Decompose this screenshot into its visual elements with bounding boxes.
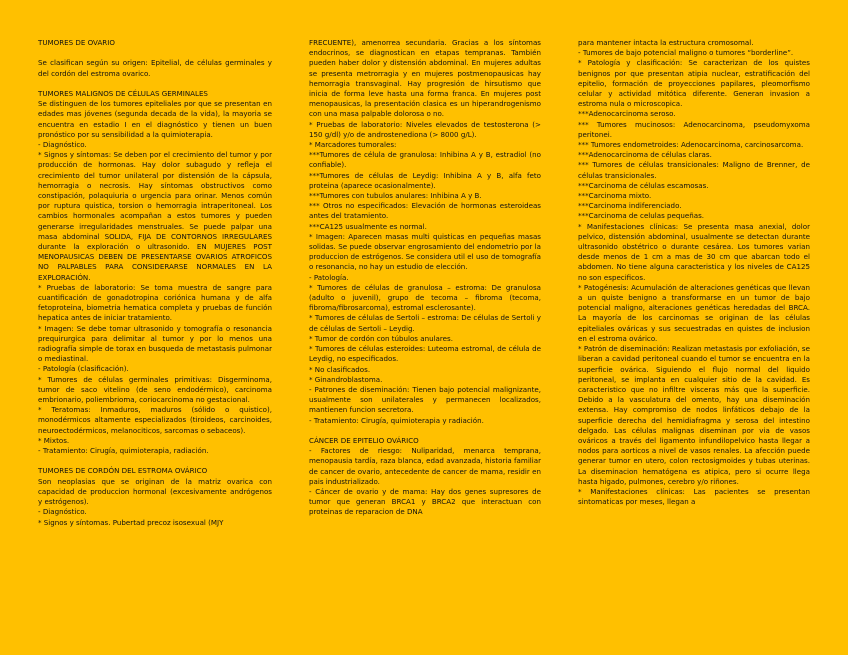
paragraph: * Tumores de células germinales primitivas: Disgerminoma, tumor de saco vitelino (de seno endodérmico), carcinoma embrionario, poliembrioma, coriocarcinoma no gestacional. [38,374,272,405]
paragraph: - Cáncer de ovario y de mama: Hay dos genes supresores de tumor que generan BRCA1 y BRCA2 que interactuan con proteinas de reparacion de DNA [309,486,541,517]
paragraph: ***Carcinoma de celulas pequeñas. [578,211,705,221]
paragraph: * Signos y síntomas. Pubertad precoz isosexual (MJY [38,517,224,527]
paragraph: ***Adenocarcinoma seroso. [578,109,676,119]
section-heading: TUMORES DE OVARIO [38,38,115,47]
paragraph: * Teratomas: Inmaduros, maduros (sólido o quistico), monodérmicos altamente especializados (tiroideos, carcinoides, neuroectodérmicos, melanociticos, sarcomas o sebaceos). [38,405,272,435]
paragraph: para mantener intacta la estructura cromosomal. [578,38,754,47]
text-column-1 [38,38,272,528]
text-column-3 [578,38,810,507]
paragraph: Se distinguen de los tumores epiteliales por que se presentan en edades mas jóvenes (segunda decada de la vida), la mayoria se encuentra en estadio I en el diagnóstico y tienen un buen pronóstico por su sensibilidad a la quimioterapia. [38,99,272,139]
paragraph: - Patrones de diseminación: Tienen bajo potencial malignizante, usualmente son unilaterales y permanecen localizados, mantienen funcion secretora. [309,384,541,415]
paragraph: * Tumor de cordón con túbulos anulares. [309,333,453,343]
paragraph: ***Carcinoma mixto. [578,191,652,201]
paragraph: ***Tumores de célula de granulosa: Inhibina A y B, estradiol (no confiable). [309,150,541,170]
paragraph: * Pruebas de laboratorio: Se toma muestra de sangre para cuantificación de gonadotropina coriónica humana y de alfa fetoproteina, biometria hematica completa y pruebas de función hepatica antes de iniciar tratamiento. [38,282,272,323]
section-heading: TUMORES DE CORDÓN DEL ESTROMA OVÁRICO [38,466,208,476]
paragraph: * Mixtos. [38,435,70,445]
text-column-2 [309,38,541,518]
paragraph: * Marcadores tumorales: [309,140,397,150]
paragraph: * Imagen: Se debe tomar ultrasonido y tomografía o resonancia prequirurgica para delimitar al tumor y por lo menos una radiografía simple de torax en busqueda de metastasis pulmonar o mediastinal. [38,323,272,364]
paragraph: - Factores de riesgo: Nuliparidad, menarca temprana, menopausia tardía, raza blanca, edad avanzada, historia familiar de cancer de ovario, antecedente de cancer de mama, residir en pais industrializado. [309,446,541,486]
paragraph: * Imagen: Aparecen masas multi quisticas en pequeñas masas solidas. Se puede observar engrosamiento del endometrio por la produccion de estrógenos. Se considera util el uso de tomografía o resonancia, no hay un estudio de elección. [309,231,541,272]
paragraph: ***Carcinoma indiferenciado. [578,201,682,211]
paragraph: ***Adenocarcinoma de células claras. [578,150,712,160]
paragraph: *** Tumores mucinosos: Adenocarcinoma, pseudomyxoma peritonei. [578,119,810,139]
paragraph: ***Carcinoma de células escamosas. [578,180,709,190]
paragraph-spacer [38,79,272,89]
paragraph: ***Tumores con tubulos anulares: Inhibina A y B. [309,191,482,201]
paragraph: * Pruebas de laboratorio: Niveles elevados de testosterona (> 150 g/dl) y/o de androstenediona (> 8000 g/L). [309,119,541,139]
paragraph: - Diagnóstico. [38,507,87,517]
paragraph: * Tumores de células de granulosa – estroma: De granulosa (adulto o juvenil), grupo de tecoma – fibroma (tecoma, fibroma/fibrosarcoma), estromal esclerosante). [309,282,541,313]
paragraph-spacer [309,426,541,436]
paragraph: * Manifestaciones clínicas: Se presenta masa anexial, dolor pelvico, distensión abdominal, usualmente se detectan durante ultrasonido obstétrico o durante cesárea. Los tumores varian desde menos de 1 cm a mas de 30 cm que abarcan todo el abdomen. No tiene alguna caracteristica y los niveles de CA125 no son especificos. [578,221,810,282]
paragraph: *** Otros no especificados: Elevación de hormonas esteroideas antes del tratamiento. [309,201,541,221]
paragraph: - Patología. [309,272,349,282]
paragraph: *** Tumores de células transicionales: Maligno de Brenner, de células transicionales. [578,160,810,180]
paragraph: - Tumores de bajo potencial maligno o tumores “borderline”. [578,48,794,58]
paragraph-spacer [38,456,272,466]
paragraph: - Tratamiento: Cirugía, quimioterapia, radiación. [38,446,209,456]
paragraph: * Patología y clasificación: Se caracterizan de los quistes benignos por que presentan atipia nuclear, estratificación del epitelio, formación de proyecciones papilares, pleomorfismo celular y actividad mitótica diferente. Generan invasion a estroma nula o microscopica. [578,58,810,109]
paragraph: Se clasifican según su origen: Epitelial, de células germinales y del cordón del estroma ovarico. [38,58,272,78]
paragraph: Son neoplasias que se originan de la matriz ovarica con capacidad de produccion hormonal (excesivamente andrógenos y estrógenos). [38,476,272,507]
paragraph: * Tumores de células de Sertoli – estroma: De células de Sertoli y de células de Sertoli – Leydig. [309,313,541,333]
paragraph: - Diagnóstico. [38,140,87,149]
paragraph: * Ginandroblastoma. [309,374,383,384]
paragraph: * Manifestaciones clínicas: Las pacientes se presentan sintomaticas por meses, llegan a [578,486,810,507]
paragraph: * Tumores de células esteroides: Luteoma estromal, de célula de Leydig, no especificados. [309,344,541,364]
paragraph: - Patología (clasificación). [38,364,129,374]
section-heading: CÁNCER DE EPITELIO OVÁRICO [309,435,419,445]
paragraph-spacer [38,48,272,58]
paragraph: * Signos y síntomas: Se deben por el crecimiento del tumor y por producción de hormonas. Hay dolor subagudo y refleja el crecimiento del tumor unilateral por distensión de la cápsula, hemorragia o necrosis. Hay síntomas obstructivos como constipación, polaquiuria o urgencia para orinar. Menos común por ruptura quistica, torsion o hemorragia intraperitoneal. Los cambios hormonales acompañan a estos tumores y pueden generarse irregularidades menstruales. Se puede palpar una masa abdominal SOLIDA, FIJA DE CONTORNOS IRREGULARES durante la exploración o ultrasonido. EN MUJERES POST MENOPAUSICAS DEBEN DE PRESENTARSE OVARIOS ATROFICOS NO PALPABLES PARA CONSIDERARSE NORMALES EN LA EXPLORACIÓN. [38,150,272,282]
section-heading: TUMORES MALIGNOS DE CÉLULAS GERMINALES [38,88,208,98]
paragraph: ***CA125 usualmente es normal. [309,221,427,231]
paragraph: - Tratamiento: Cirugía, quimioterapia y radiación. [309,415,484,425]
paragraph: * Patrón de diseminación: Realizan metastasis por exfoliación, se liberan a cavidad peritoneal cuando el tumor se encuentra en la superficie ovárica. Siguiendo el flujo normal del liquido peritoneal, se implanta en cualquier sitio de la cavidad. Es caracteristico que no infiltre visceras más que la superficie. Debido a la vasculatura del omento, hay una diseminación extensa. Hay compromiso de nodos linfáticos debajo de la superficie derecha del hemidiafragma y serosa del intestino delgado. Las células malignas diseminan por via de vasos ováricos a través del ligamento infundilopelvico hasta llegar a nodos para aorticos a nivel de vasos renales. La afección puede generar tumor en utero, colon rectosigmoides y tubas uterinas. La diseminacion hematógena es atipica, pero si ocurre llega hasta higado, pulmones, cerebro y/o riñones. [578,344,810,486]
paragraph: FRECUENTE), amenorrea secundaria. Gracias a los síntomas endocrinos, se diagnostican en etapas tempranas. También pueden haber dolor y distensión abdominal. En mujeres adultas se presenta metrorragia y en mujeres postmenopausicas hay hemorragia transvaginal. Hay progresión de hirsutismo que inicia de forma leve hasta una forma franca. En mujeres post menopausicas, la presentación clasica es un hiperandrogenismo con una masa palpable dolorosa o no. [309,38,541,119]
paragraph: ***Tumores de células de Leydig: Inhibina A y B, alfa feto proteina (aparece ocasionalmente). [309,170,541,190]
paragraph: * No clasificados. [309,364,371,374]
paragraph: * Patogénesis: Acumulación de alteraciones genéticas que llevan a un quiste benigno a transformarse en un tumor de bajo potencial maligno, alteraciones genéticas heredadas del BRCA. La mayoría de los carcinomas se originan de las células epiteliales ováricas y sus secuestradas en quistes de inclusion en el estroma ovárico. [578,282,810,343]
paragraph: *** Tumores endometroides: Adenocarcinoma, carcinosarcoma. [578,140,804,150]
